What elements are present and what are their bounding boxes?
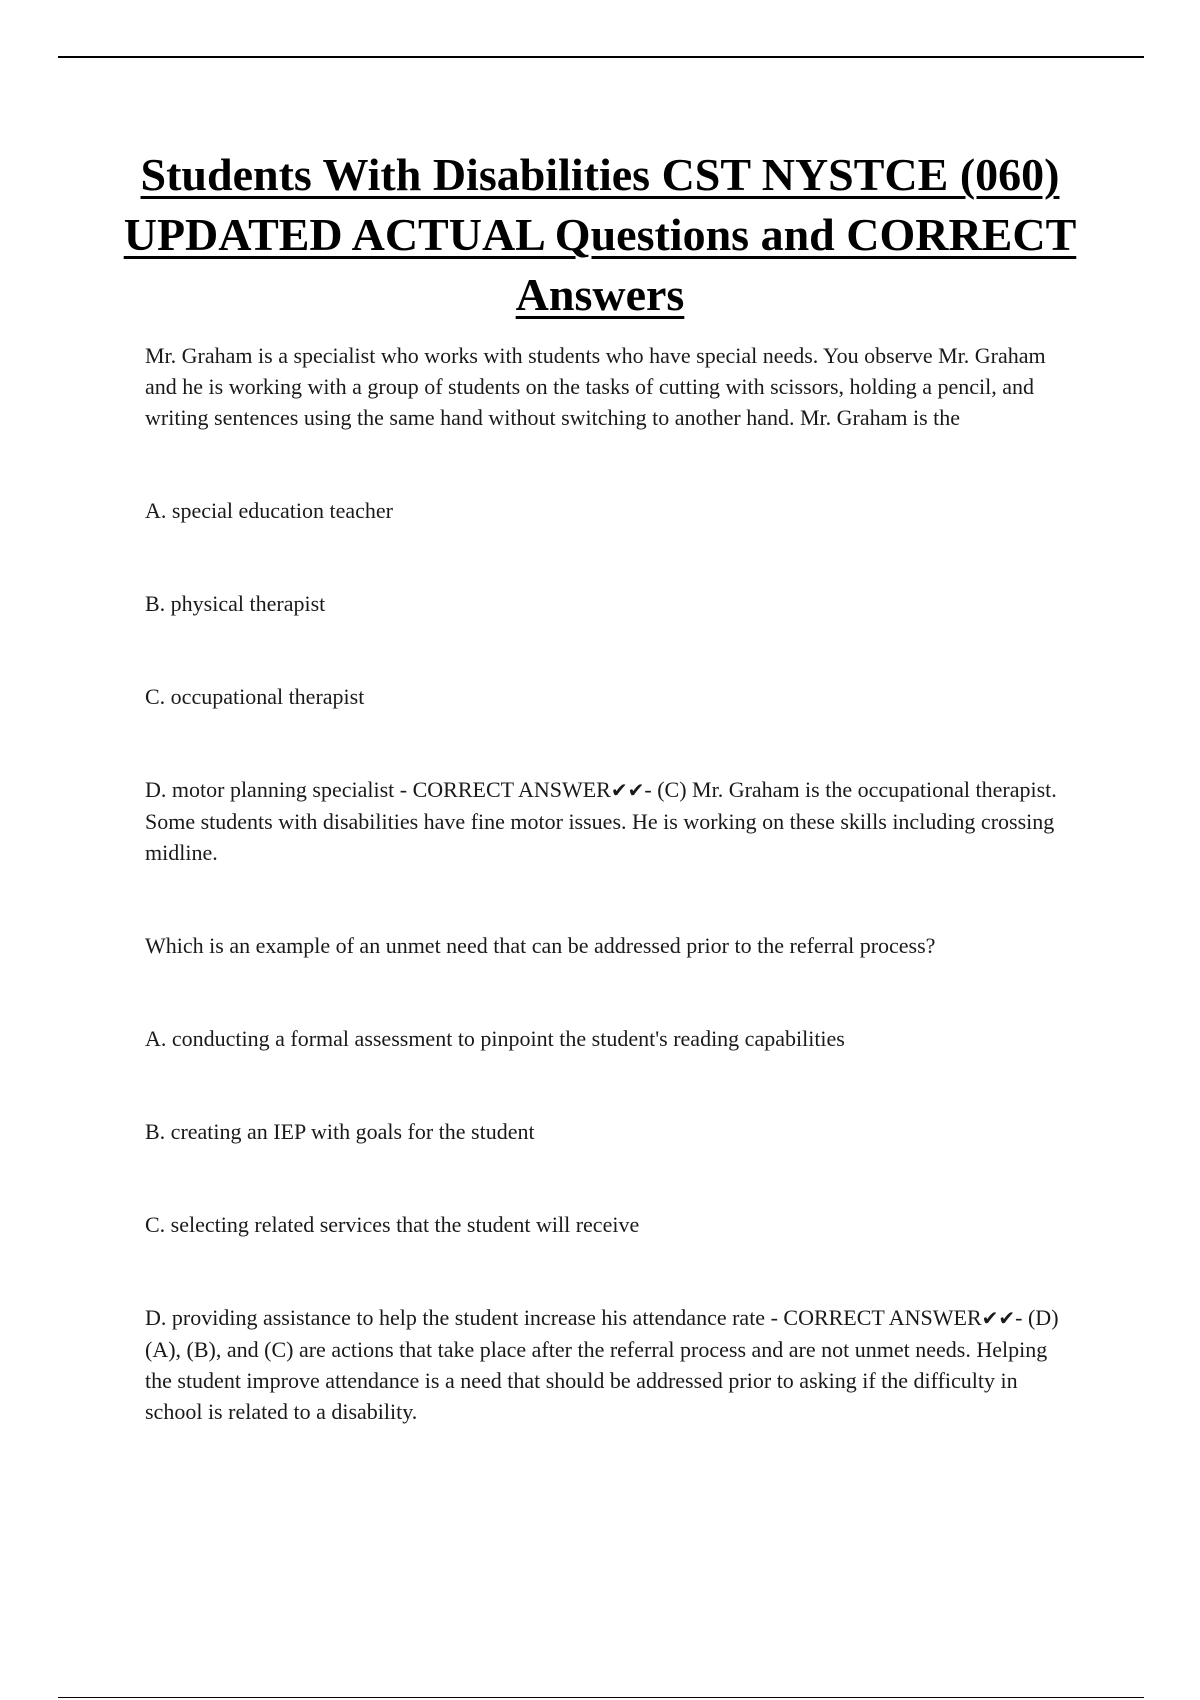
question-1-option-c: C. occupational therapist	[145, 684, 365, 709]
bottom-rule	[58, 1697, 1144, 1698]
question-2-option-c: C. selecting related services that the student will receive	[145, 1212, 640, 1237]
question-1-option-d: D. motor planning specialist - CORRECT ANSWER	[145, 777, 611, 802]
question-2-option-d-answer	[145, 1302, 1065, 1427]
question-2-prompt: Which is an example of an unmet need that can be addressed prior to the referral process?	[145, 933, 936, 958]
document-title: Students With Disabilities CST NYSTCE (060) UPDATED ACTUAL Questions and CORRECT Answers	[123, 149, 1077, 320]
question-1-option-d-answer	[145, 774, 1065, 868]
question-1-prompt: Mr. Graham is a specialist who works with students who have special needs. You observe Mr. Graham and he is working with a group of students on the tasks of cutting with scissors, holding a pencil, and writing sentences using the same hand without switching to another hand. Mr. Graham is the	[145, 343, 1046, 430]
check-mark-icon: ✔✔	[981, 1306, 1016, 1330]
document-body	[145, 340, 1065, 1427]
question-2-option-b: B. creating an IEP with goals for the student	[145, 1119, 535, 1144]
check-mark-icon: ✔✔	[610, 778, 645, 802]
question-1-option-a: A. special education teacher	[145, 498, 393, 523]
question-1-option-b: B. physical therapist	[145, 591, 326, 616]
question-2-option-d: D. providing assistance to help the student increase his attendance rate - CORRECT ANSWER	[145, 1305, 982, 1330]
question-2-explanation: - (D) (A), (B), and (C) are actions that take place after the referral process and are not unmet needs. Helping the student improve attendance is a need that should be addressed prior to asking if the difficulty in school is related to a disability.	[145, 1305, 1059, 1424]
question-1-explanation: - (C) Mr. Graham is the occupational therapist. Some students with disabilities have fine motor issues. He is working on these skills including crossing midline.	[145, 777, 1057, 865]
question-2-option-a: A. conducting a formal assessment to pinpoint the student's reading capabilities	[145, 1026, 845, 1051]
top-rule	[58, 56, 1144, 58]
